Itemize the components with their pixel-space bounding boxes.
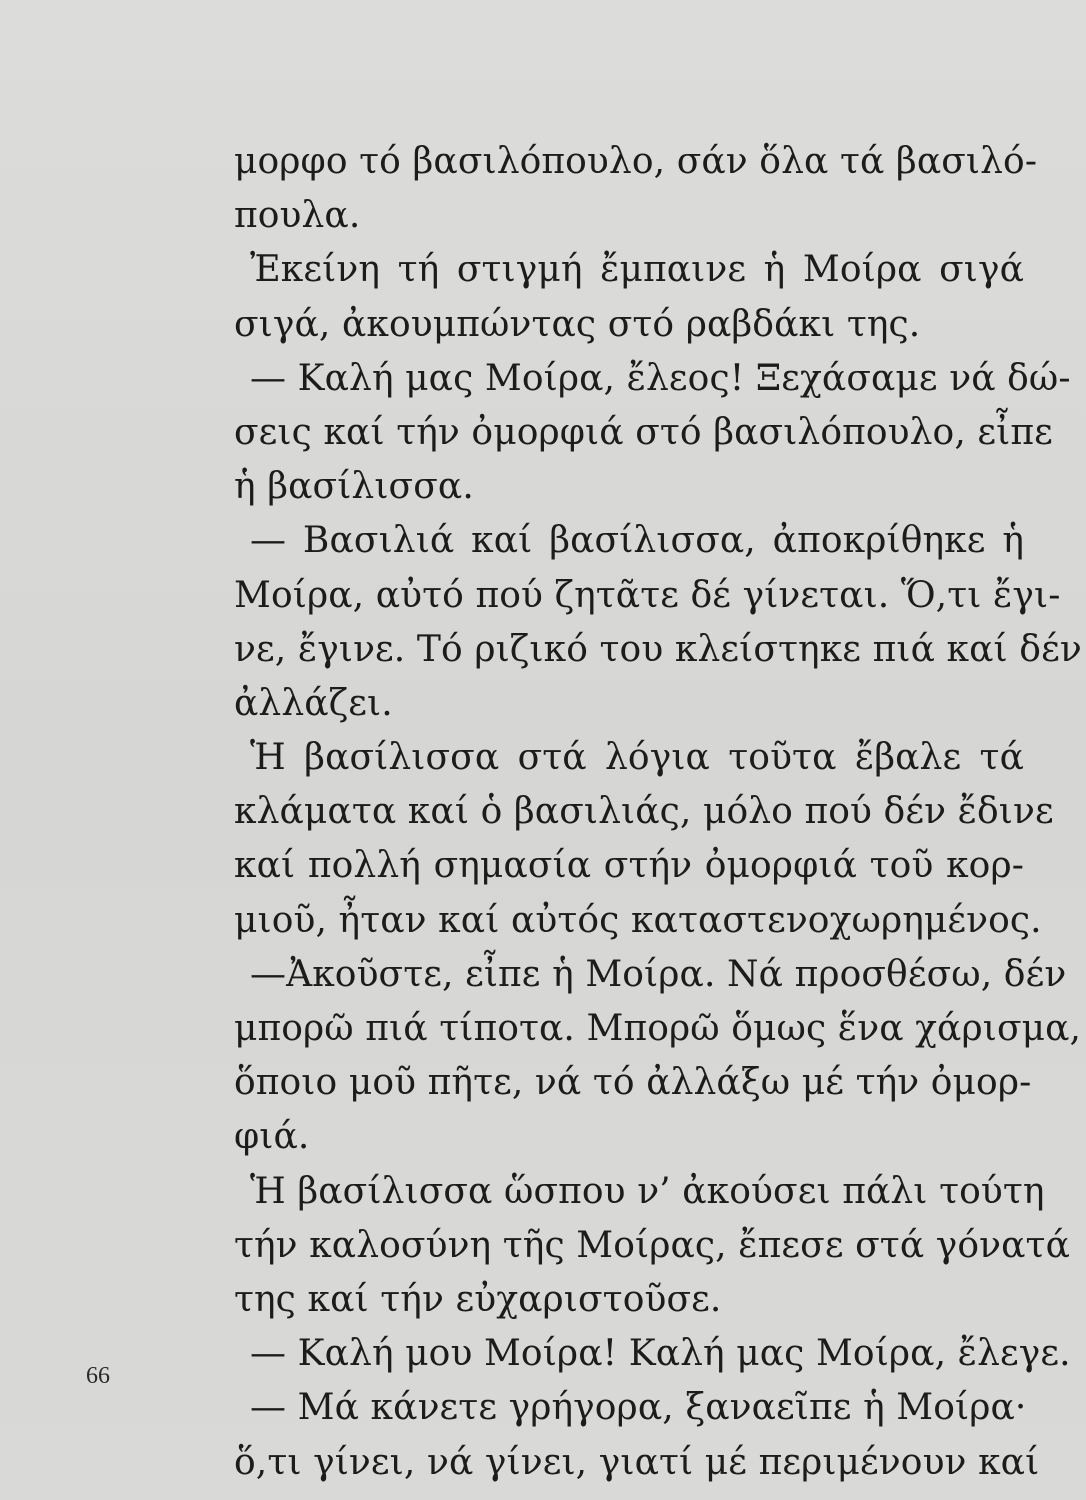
text-line: της καί τήν εὐχαριστοῦσε. xyxy=(234,1278,722,1320)
text-line: σεις καί τήν ὀμορφιά στό βασιλόπουλο, εἶπε xyxy=(234,411,1053,453)
text-line: καί πολλή σημασία στήν ὀμορφιά τοῦ κορ- xyxy=(234,845,1024,887)
text-line: μπορῶ πιά τίποτα. Μπορῶ ὅμως ἕνα χάρισμα, xyxy=(234,1008,1082,1049)
text-line: πουλα. xyxy=(234,195,361,237)
text-line: — Μά κάνετε γρήγορα, ξαναεῖπε ἡ Μοίρα· xyxy=(250,1387,1027,1429)
text-line: ὅ,τι γίνει, νά γίνει, γιατί μέ περιμένουν καί xyxy=(234,1441,1040,1483)
text-line: ὅποιο μοῦ πῆτε, νά τό ἀλλάξω μέ τήν ὀμορ- xyxy=(234,1062,1032,1104)
text-line: μιοῦ, ἦταν καί αὐτός καταστενοχωρημένος. xyxy=(234,899,1042,941)
text-line: νε, ἔγινε. Τό ριζικό του κλείστηκε πιά καί δέν xyxy=(234,628,1082,670)
text-line: ἡ βασίλισσα. xyxy=(234,466,474,508)
text-line: — Καλή μου Μοίρα! Καλή μας Μοίρα, ἔλεγε. xyxy=(250,1333,1071,1375)
text-line: Ἐκείνη τή στιγμή ἔμπαινε ἡ Μοίρα σιγά xyxy=(250,249,1024,291)
body-text xyxy=(234,135,1082,1490)
text-line: Ἡ βασίλισσα ὥσπου ν’ ἀκούσει πάλι τούτη xyxy=(250,1170,1045,1212)
text-line: τήν καλοσύνη τῆς Μοίρας, ἔπεσε στά γόνατά xyxy=(234,1224,1070,1266)
text-line: Μοίρα, αὐτό πού ζητᾶτε δέ γίνεται. Ὅ,τι ἔγι- xyxy=(234,574,1061,616)
text-line: Ἡ βασίλισσα στά λόγια τοῦτα ἔβαλε τά xyxy=(250,737,1024,779)
text-line: κλάματα καί ὁ βασιλιάς, μόλο πού δέν ἔδινε xyxy=(234,791,1054,833)
text-line: —Ἀκοῦστε, εἶπε ἡ Μοίρα. Νά προσθέσω, δέν xyxy=(250,953,1067,995)
text-line: σιγά, ἀκουμπώντας στό ραβδάκι της. xyxy=(234,303,921,345)
text-line: φιά. xyxy=(234,1116,310,1158)
text-line: — Καλή μας Μοίρα, ἔλεος! Ξεχάσαμε νά δώ- xyxy=(250,357,1071,399)
page-number: 66 xyxy=(86,1363,110,1389)
text-line: — Βασιλιά καί βασίλισσα, ἀποκρίθηκε ἡ xyxy=(250,520,1024,562)
text-line: ἀλλάζει. xyxy=(234,682,393,724)
text-line: μορφο τό βασιλόπουλο, σάν ὅλα τά βασιλό- xyxy=(234,141,1038,182)
